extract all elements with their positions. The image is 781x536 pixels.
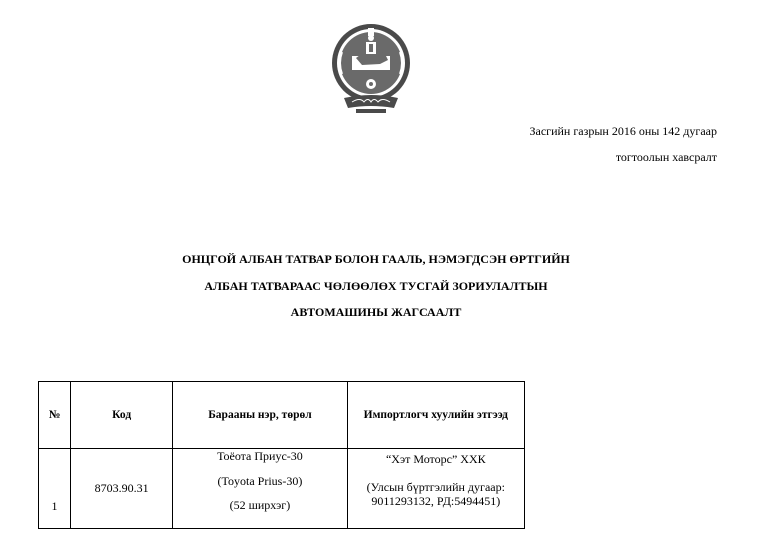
document-title-line3: АВТОМАШИНЫ ЖАГСААЛТ — [290, 305, 462, 319]
row-importer — [347, 449, 524, 529]
goods-quantity: (52 ширхэг) — [229, 498, 291, 512]
row-number: 1 — [39, 449, 71, 529]
header-code: Код — [71, 382, 173, 449]
goods-name-mn: Тоёота Приус-30 — [217, 449, 303, 463]
row-code: 8703.90.31 — [71, 449, 173, 529]
table-row — [39, 449, 525, 529]
resolution-reference-line1: Засгийн газрын 2016 оны 142 дугаар — [529, 124, 717, 138]
document-title-line1: ОНЦГОЙ АЛБАН ТАТВАР БОЛОН ГААЛЬ, НЭМЭГДСЭН ӨРТГИЙН — [182, 252, 570, 266]
header-importer: Импортлогч хуулийн этгээд — [347, 382, 524, 449]
importer-name: “Хэт Моторс” ХХК — [385, 452, 486, 466]
header-goods: Барааны нэр, төрөл — [173, 382, 347, 449]
table-header-row — [39, 382, 525, 449]
goods-name-en: (Toyota Prius-30) — [217, 473, 303, 488]
header-number: № — [39, 382, 71, 449]
document-title-line2: АЛБАН ТАТВАРААС ЧӨЛӨӨЛӨХ ТУСГАЙ ЗОРИУЛАЛТЫН — [204, 279, 548, 293]
importer-reg-numbers: 9011293132, РД:5494451) — [371, 494, 501, 508]
resolution-reference-line2: тогтоолын хавсралт — [615, 150, 717, 164]
state-emblem-icon — [330, 22, 412, 116]
vehicle-list-table — [38, 381, 525, 529]
importer-reg-label: (Улсын бүртгэлийн дугаар: — [366, 480, 505, 494]
row-goods — [173, 449, 347, 529]
